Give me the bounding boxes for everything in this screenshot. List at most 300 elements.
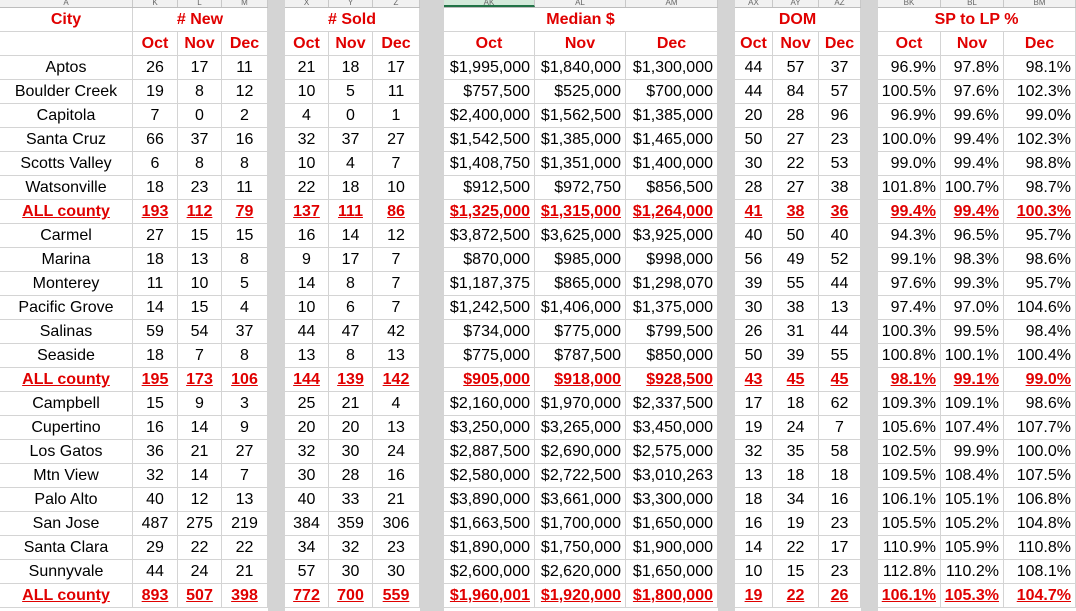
- header-group-median[interactable]: Median $: [444, 8, 718, 32]
- median-cell[interactable]: $1,900,000: [626, 536, 718, 560]
- column-header-m[interactable]: M: [222, 0, 268, 7]
- sp-cell[interactable]: 100.5%: [878, 80, 941, 104]
- sold-cell[interactable]: 32: [285, 440, 329, 464]
- sp-cell[interactable]: 100.7%: [941, 176, 1004, 200]
- sold-cell[interactable]: 7: [373, 152, 420, 176]
- sp-cell[interactable]: 105.3%: [941, 584, 1004, 608]
- sp-cell[interactable]: 99.4%: [941, 152, 1004, 176]
- sold-cell[interactable]: 20: [285, 416, 329, 440]
- sp-cell[interactable]: 96.9%: [878, 104, 941, 128]
- sp-cell[interactable]: 110.9%: [878, 536, 941, 560]
- median-cell[interactable]: $1,400,000: [626, 152, 718, 176]
- city-cell[interactable]: ALL county: [0, 368, 133, 392]
- new-cell[interactable]: 27: [222, 440, 268, 464]
- median-cell[interactable]: $2,575,000: [626, 440, 718, 464]
- new-cell[interactable]: 8: [222, 248, 268, 272]
- sp-cell[interactable]: 100.0%: [1004, 440, 1076, 464]
- sold-cell[interactable]: 30: [373, 560, 420, 584]
- sp-cell[interactable]: 96.5%: [941, 224, 1004, 248]
- median-cell[interactable]: $1,890,000: [444, 536, 535, 560]
- median-cell[interactable]: $3,250,000: [444, 416, 535, 440]
- dom-cell[interactable]: 50: [735, 128, 773, 152]
- median-cell[interactable]: $1,800,000: [626, 584, 718, 608]
- new-cell[interactable]: 21: [178, 440, 222, 464]
- dom-cell[interactable]: 35: [773, 440, 819, 464]
- sp-cell[interactable]: 106.1%: [878, 584, 941, 608]
- dom-cell[interactable]: 23: [819, 512, 861, 536]
- sp-cell[interactable]: 112.8%: [878, 560, 941, 584]
- dom-cell[interactable]: 23: [819, 560, 861, 584]
- new-cell[interactable]: 5: [222, 272, 268, 296]
- new-cell[interactable]: 18: [133, 176, 178, 200]
- column-header-al[interactable]: AL: [535, 0, 626, 7]
- city-cell[interactable]: Capitola: [0, 104, 133, 128]
- sold-cell[interactable]: 17: [373, 56, 420, 80]
- median-cell[interactable]: $1,264,000: [626, 200, 718, 224]
- column-header-z[interactable]: Z: [373, 0, 420, 7]
- sp-cell[interactable]: 105.1%: [941, 488, 1004, 512]
- new-cell[interactable]: 112: [178, 200, 222, 224]
- column-header-a[interactable]: A: [0, 0, 133, 7]
- sold-cell[interactable]: 44: [285, 320, 329, 344]
- header-month-new-dec[interactable]: Dec: [222, 32, 268, 56]
- header-month-dom-nov[interactable]: Nov: [773, 32, 819, 56]
- dom-cell[interactable]: 52: [819, 248, 861, 272]
- sold-cell[interactable]: 13: [373, 344, 420, 368]
- sold-cell[interactable]: 21: [329, 392, 373, 416]
- dom-cell[interactable]: 14: [735, 536, 773, 560]
- median-cell[interactable]: $1,315,000: [535, 200, 626, 224]
- median-cell[interactable]: $1,385,000: [626, 104, 718, 128]
- new-cell[interactable]: 398: [222, 584, 268, 608]
- city-cell[interactable]: Pacific Grove: [0, 296, 133, 320]
- sp-cell[interactable]: 97.4%: [878, 296, 941, 320]
- sold-cell[interactable]: 144: [285, 368, 329, 392]
- new-cell[interactable]: 0: [178, 104, 222, 128]
- sold-cell[interactable]: 139: [329, 368, 373, 392]
- sp-cell[interactable]: 109.5%: [878, 464, 941, 488]
- sp-cell[interactable]: 102.3%: [1004, 128, 1076, 152]
- median-cell[interactable]: $1,650,000: [626, 560, 718, 584]
- median-cell[interactable]: $2,887,500: [444, 440, 535, 464]
- new-cell[interactable]: 487: [133, 512, 178, 536]
- header-month-sp-oct[interactable]: Oct: [878, 32, 941, 56]
- sold-cell[interactable]: 13: [373, 416, 420, 440]
- dom-cell[interactable]: 18: [773, 392, 819, 416]
- sold-cell[interactable]: 10: [285, 152, 329, 176]
- median-cell[interactable]: $2,690,000: [535, 440, 626, 464]
- sold-cell[interactable]: 13: [285, 344, 329, 368]
- dom-cell[interactable]: 30: [735, 296, 773, 320]
- median-cell[interactable]: $850,000: [626, 344, 718, 368]
- sold-cell[interactable]: 16: [373, 464, 420, 488]
- median-cell[interactable]: $1,242,500: [444, 296, 535, 320]
- new-cell[interactable]: 9: [178, 392, 222, 416]
- median-cell[interactable]: $2,337,500: [626, 392, 718, 416]
- new-cell[interactable]: 21: [222, 560, 268, 584]
- sold-cell[interactable]: 137: [285, 200, 329, 224]
- median-cell[interactable]: $525,000: [535, 80, 626, 104]
- sold-cell[interactable]: 20: [329, 416, 373, 440]
- dom-cell[interactable]: 20: [735, 104, 773, 128]
- dom-cell[interactable]: 41: [735, 200, 773, 224]
- column-header-y[interactable]: Y: [329, 0, 373, 7]
- median-cell[interactable]: $865,000: [535, 272, 626, 296]
- dom-cell[interactable]: 26: [819, 584, 861, 608]
- new-cell[interactable]: 2: [222, 104, 268, 128]
- sp-cell[interactable]: 99.4%: [878, 200, 941, 224]
- dom-cell[interactable]: 43: [735, 368, 773, 392]
- new-cell[interactable]: 14: [178, 416, 222, 440]
- dom-cell[interactable]: 16: [735, 512, 773, 536]
- sold-cell[interactable]: 142: [373, 368, 420, 392]
- sp-cell[interactable]: 100.0%: [878, 128, 941, 152]
- dom-cell[interactable]: 38: [773, 296, 819, 320]
- header-group-sold[interactable]: # Sold: [285, 8, 420, 32]
- sp-cell[interactable]: 105.2%: [941, 512, 1004, 536]
- sold-cell[interactable]: 32: [329, 536, 373, 560]
- header-month-dom-dec[interactable]: Dec: [819, 32, 861, 56]
- median-cell[interactable]: $775,000: [535, 320, 626, 344]
- new-cell[interactable]: 40: [133, 488, 178, 512]
- sold-cell[interactable]: 306: [373, 512, 420, 536]
- new-cell[interactable]: 23: [178, 176, 222, 200]
- new-cell[interactable]: 59: [133, 320, 178, 344]
- header-city[interactable]: City: [0, 8, 133, 32]
- sold-cell[interactable]: 21: [285, 56, 329, 80]
- sp-cell[interactable]: 94.3%: [878, 224, 941, 248]
- dom-cell[interactable]: 58: [819, 440, 861, 464]
- sold-cell[interactable]: 18: [329, 176, 373, 200]
- median-cell[interactable]: $856,500: [626, 176, 718, 200]
- median-cell[interactable]: $1,995,000: [444, 56, 535, 80]
- sold-cell[interactable]: 10: [373, 176, 420, 200]
- new-cell[interactable]: 11: [133, 272, 178, 296]
- dom-cell[interactable]: 55: [773, 272, 819, 296]
- dom-cell[interactable]: 34: [773, 488, 819, 512]
- sp-cell[interactable]: 98.1%: [1004, 56, 1076, 80]
- sold-cell[interactable]: 111: [329, 200, 373, 224]
- header-group-new[interactable]: # New: [133, 8, 268, 32]
- new-cell[interactable]: 8: [178, 152, 222, 176]
- column-header-ax[interactable]: AX: [735, 0, 773, 7]
- sold-cell[interactable]: 4: [329, 152, 373, 176]
- sp-cell[interactable]: 99.1%: [878, 248, 941, 272]
- sp-cell[interactable]: 95.7%: [1004, 272, 1076, 296]
- dom-cell[interactable]: 18: [819, 464, 861, 488]
- city-cell[interactable]: ALL county: [0, 584, 133, 608]
- new-cell[interactable]: 44: [133, 560, 178, 584]
- sp-cell[interactable]: 107.5%: [1004, 464, 1076, 488]
- sp-cell[interactable]: 107.4%: [941, 416, 1004, 440]
- median-cell[interactable]: $3,265,000: [535, 416, 626, 440]
- dom-cell[interactable]: 39: [773, 344, 819, 368]
- sold-cell[interactable]: 16: [285, 224, 329, 248]
- sp-cell[interactable]: 108.1%: [1004, 560, 1076, 584]
- sp-cell[interactable]: 104.8%: [1004, 512, 1076, 536]
- city-cell[interactable]: Marina: [0, 248, 133, 272]
- dom-cell[interactable]: 44: [819, 272, 861, 296]
- column-header-am[interactable]: AM: [626, 0, 718, 7]
- column-header-az[interactable]: AZ: [819, 0, 861, 7]
- new-cell[interactable]: 12: [178, 488, 222, 512]
- new-cell[interactable]: 8: [222, 152, 268, 176]
- dom-cell[interactable]: 45: [773, 368, 819, 392]
- sp-cell[interactable]: 100.1%: [941, 344, 1004, 368]
- dom-cell[interactable]: 53: [819, 152, 861, 176]
- city-cell[interactable]: ALL county: [0, 200, 133, 224]
- new-cell[interactable]: 18: [133, 248, 178, 272]
- column-header-k[interactable]: K: [133, 0, 178, 7]
- dom-cell[interactable]: 40: [819, 224, 861, 248]
- median-cell[interactable]: $1,650,000: [626, 512, 718, 536]
- sp-cell[interactable]: 98.8%: [1004, 152, 1076, 176]
- median-cell[interactable]: $1,187,375: [444, 272, 535, 296]
- sold-cell[interactable]: 28: [329, 464, 373, 488]
- header-group-sp[interactable]: SP to LP %: [878, 8, 1076, 32]
- sp-cell[interactable]: 99.0%: [1004, 104, 1076, 128]
- header-month-sp-nov[interactable]: Nov: [941, 32, 1004, 56]
- sp-cell[interactable]: 109.1%: [941, 392, 1004, 416]
- column-header-bm[interactable]: BM: [1004, 0, 1076, 7]
- dom-cell[interactable]: 27: [773, 176, 819, 200]
- dom-cell[interactable]: 32: [735, 440, 773, 464]
- new-cell[interactable]: 9: [222, 416, 268, 440]
- sp-cell[interactable]: 97.0%: [941, 296, 1004, 320]
- dom-cell[interactable]: 49: [773, 248, 819, 272]
- sold-cell[interactable]: 30: [329, 560, 373, 584]
- median-cell[interactable]: $1,325,000: [444, 200, 535, 224]
- column-header-bk[interactable]: BK: [878, 0, 941, 7]
- header-month-new-nov[interactable]: Nov: [178, 32, 222, 56]
- new-cell[interactable]: 275: [178, 512, 222, 536]
- new-cell[interactable]: 16: [222, 128, 268, 152]
- dom-cell[interactable]: 26: [735, 320, 773, 344]
- sold-cell[interactable]: 86: [373, 200, 420, 224]
- dom-cell[interactable]: 22: [773, 536, 819, 560]
- sold-cell[interactable]: 7: [373, 296, 420, 320]
- new-cell[interactable]: 12: [222, 80, 268, 104]
- median-cell[interactable]: $2,722,500: [535, 464, 626, 488]
- sp-cell[interactable]: 105.5%: [878, 512, 941, 536]
- dom-cell[interactable]: 10: [735, 560, 773, 584]
- sold-cell[interactable]: 34: [285, 536, 329, 560]
- city-cell[interactable]: Monterey: [0, 272, 133, 296]
- dom-cell[interactable]: 40: [735, 224, 773, 248]
- new-cell[interactable]: 6: [133, 152, 178, 176]
- header-month-median-oct[interactable]: Oct: [444, 32, 535, 56]
- new-cell[interactable]: 79: [222, 200, 268, 224]
- sp-cell[interactable]: 99.3%: [941, 272, 1004, 296]
- dom-cell[interactable]: 62: [819, 392, 861, 416]
- sold-cell[interactable]: 57: [285, 560, 329, 584]
- city-cell[interactable]: Cupertino: [0, 416, 133, 440]
- sp-cell[interactable]: 105.6%: [878, 416, 941, 440]
- new-cell[interactable]: 193: [133, 200, 178, 224]
- dom-cell[interactable]: 96: [819, 104, 861, 128]
- dom-cell[interactable]: 55: [819, 344, 861, 368]
- new-cell[interactable]: 22: [178, 536, 222, 560]
- column-header-ay[interactable]: AY: [773, 0, 819, 7]
- median-cell[interactable]: $1,408,750: [444, 152, 535, 176]
- dom-cell[interactable]: 18: [773, 464, 819, 488]
- dom-cell[interactable]: 28: [735, 176, 773, 200]
- dom-cell[interactable]: 44: [819, 320, 861, 344]
- city-cell[interactable]: Palo Alto: [0, 488, 133, 512]
- dom-cell[interactable]: 56: [735, 248, 773, 272]
- sold-cell[interactable]: 9: [285, 248, 329, 272]
- new-cell[interactable]: 54: [178, 320, 222, 344]
- dom-cell[interactable]: 84: [773, 80, 819, 104]
- sold-cell[interactable]: 27: [373, 128, 420, 152]
- sp-cell[interactable]: 98.6%: [1004, 248, 1076, 272]
- median-cell[interactable]: $2,620,000: [535, 560, 626, 584]
- dom-cell[interactable]: 22: [773, 152, 819, 176]
- sp-cell[interactable]: 95.7%: [1004, 224, 1076, 248]
- city-cell[interactable]: Carmel: [0, 224, 133, 248]
- sold-cell[interactable]: 14: [329, 224, 373, 248]
- sp-cell[interactable]: 98.1%: [878, 368, 941, 392]
- median-cell[interactable]: $734,000: [444, 320, 535, 344]
- dom-cell[interactable]: 19: [735, 584, 773, 608]
- header-month-median-dec[interactable]: Dec: [626, 32, 718, 56]
- dom-cell[interactable]: 18: [735, 488, 773, 512]
- new-cell[interactable]: 7: [133, 104, 178, 128]
- header-month-new-oct[interactable]: Oct: [133, 32, 178, 56]
- sp-cell[interactable]: 108.4%: [941, 464, 1004, 488]
- sold-cell[interactable]: 359: [329, 512, 373, 536]
- sold-cell[interactable]: 23: [373, 536, 420, 560]
- sold-cell[interactable]: 772: [285, 584, 329, 608]
- sold-cell[interactable]: 42: [373, 320, 420, 344]
- new-cell[interactable]: 13: [222, 488, 268, 512]
- new-cell[interactable]: 19: [133, 80, 178, 104]
- dom-cell[interactable]: 23: [819, 128, 861, 152]
- median-cell[interactable]: $1,542,500: [444, 128, 535, 152]
- median-cell[interactable]: $905,000: [444, 368, 535, 392]
- sp-cell[interactable]: 102.5%: [878, 440, 941, 464]
- median-cell[interactable]: $2,400,000: [444, 104, 535, 128]
- sold-cell[interactable]: 11: [373, 80, 420, 104]
- sold-cell[interactable]: 0: [329, 104, 373, 128]
- header-month-sold-oct[interactable]: Oct: [285, 32, 329, 56]
- new-cell[interactable]: 26: [133, 56, 178, 80]
- sp-cell[interactable]: 101.8%: [878, 176, 941, 200]
- sp-cell[interactable]: 98.7%: [1004, 176, 1076, 200]
- median-cell[interactable]: $3,661,000: [535, 488, 626, 512]
- column-header-ak[interactable]: AK: [444, 0, 535, 7]
- median-cell[interactable]: $1,351,000: [535, 152, 626, 176]
- median-cell[interactable]: $775,000: [444, 344, 535, 368]
- median-cell[interactable]: $799,500: [626, 320, 718, 344]
- dom-cell[interactable]: 7: [819, 416, 861, 440]
- sold-cell[interactable]: 384: [285, 512, 329, 536]
- median-cell[interactable]: $2,600,000: [444, 560, 535, 584]
- new-cell[interactable]: 15: [222, 224, 268, 248]
- new-cell[interactable]: 106: [222, 368, 268, 392]
- new-cell[interactable]: 15: [178, 296, 222, 320]
- sp-cell[interactable]: 99.5%: [941, 320, 1004, 344]
- dom-cell[interactable]: 13: [819, 296, 861, 320]
- dom-cell[interactable]: 17: [735, 392, 773, 416]
- sold-cell[interactable]: 7: [373, 248, 420, 272]
- city-cell[interactable]: Santa Clara: [0, 536, 133, 560]
- sp-cell[interactable]: 110.8%: [1004, 536, 1076, 560]
- sp-cell[interactable]: 98.4%: [1004, 320, 1076, 344]
- sp-cell[interactable]: 100.3%: [1004, 200, 1076, 224]
- sold-cell[interactable]: 7: [373, 272, 420, 296]
- median-cell[interactable]: $787,500: [535, 344, 626, 368]
- sold-cell[interactable]: 4: [285, 104, 329, 128]
- sold-cell[interactable]: 22: [285, 176, 329, 200]
- dom-cell[interactable]: 38: [773, 200, 819, 224]
- new-cell[interactable]: 11: [222, 56, 268, 80]
- median-cell[interactable]: $1,300,000: [626, 56, 718, 80]
- sold-cell[interactable]: 30: [285, 464, 329, 488]
- dom-cell[interactable]: 19: [735, 416, 773, 440]
- sold-cell[interactable]: 32: [285, 128, 329, 152]
- new-cell[interactable]: 16: [133, 416, 178, 440]
- dom-cell[interactable]: 57: [773, 56, 819, 80]
- sp-cell[interactable]: 97.8%: [941, 56, 1004, 80]
- new-cell[interactable]: 37: [178, 128, 222, 152]
- new-cell[interactable]: 32: [133, 464, 178, 488]
- sp-cell[interactable]: 106.1%: [878, 488, 941, 512]
- column-header-l[interactable]: L: [178, 0, 222, 7]
- city-cell[interactable]: Boulder Creek: [0, 80, 133, 104]
- new-cell[interactable]: 3: [222, 392, 268, 416]
- dom-cell[interactable]: 50: [773, 224, 819, 248]
- column-header-bl[interactable]: BL: [941, 0, 1004, 7]
- median-cell[interactable]: $1,562,500: [535, 104, 626, 128]
- median-cell[interactable]: $757,500: [444, 80, 535, 104]
- new-cell[interactable]: 15: [133, 392, 178, 416]
- sold-cell[interactable]: 559: [373, 584, 420, 608]
- median-cell[interactable]: $3,890,000: [444, 488, 535, 512]
- sold-cell[interactable]: 47: [329, 320, 373, 344]
- median-cell[interactable]: $1,465,000: [626, 128, 718, 152]
- median-cell[interactable]: $998,000: [626, 248, 718, 272]
- new-cell[interactable]: 195: [133, 368, 178, 392]
- new-cell[interactable]: 10: [178, 272, 222, 296]
- city-cell[interactable]: Watsonville: [0, 176, 133, 200]
- new-cell[interactable]: 7: [222, 464, 268, 488]
- sp-cell[interactable]: 104.7%: [1004, 584, 1076, 608]
- sold-cell[interactable]: 14: [285, 272, 329, 296]
- median-cell[interactable]: $1,375,000: [626, 296, 718, 320]
- header-month-median-nov[interactable]: Nov: [535, 32, 626, 56]
- header-month-sold-dec[interactable]: Dec: [373, 32, 420, 56]
- median-cell[interactable]: $700,000: [626, 80, 718, 104]
- dom-cell[interactable]: 31: [773, 320, 819, 344]
- dom-cell[interactable]: 57: [819, 80, 861, 104]
- header-month-dom-oct[interactable]: Oct: [735, 32, 773, 56]
- sp-cell[interactable]: 102.3%: [1004, 80, 1076, 104]
- sold-cell[interactable]: 6: [329, 296, 373, 320]
- new-cell[interactable]: 24: [178, 560, 222, 584]
- dom-cell[interactable]: 44: [735, 80, 773, 104]
- sp-cell[interactable]: 99.1%: [941, 368, 1004, 392]
- median-cell[interactable]: $918,000: [535, 368, 626, 392]
- sp-cell[interactable]: 98.3%: [941, 248, 1004, 272]
- new-cell[interactable]: 7: [178, 344, 222, 368]
- new-cell[interactable]: 4: [222, 296, 268, 320]
- median-cell[interactable]: $3,010,263: [626, 464, 718, 488]
- sold-cell[interactable]: 24: [373, 440, 420, 464]
- median-cell[interactable]: $1,920,000: [535, 584, 626, 608]
- median-cell[interactable]: $3,625,000: [535, 224, 626, 248]
- city-cell[interactable]: Aptos: [0, 56, 133, 80]
